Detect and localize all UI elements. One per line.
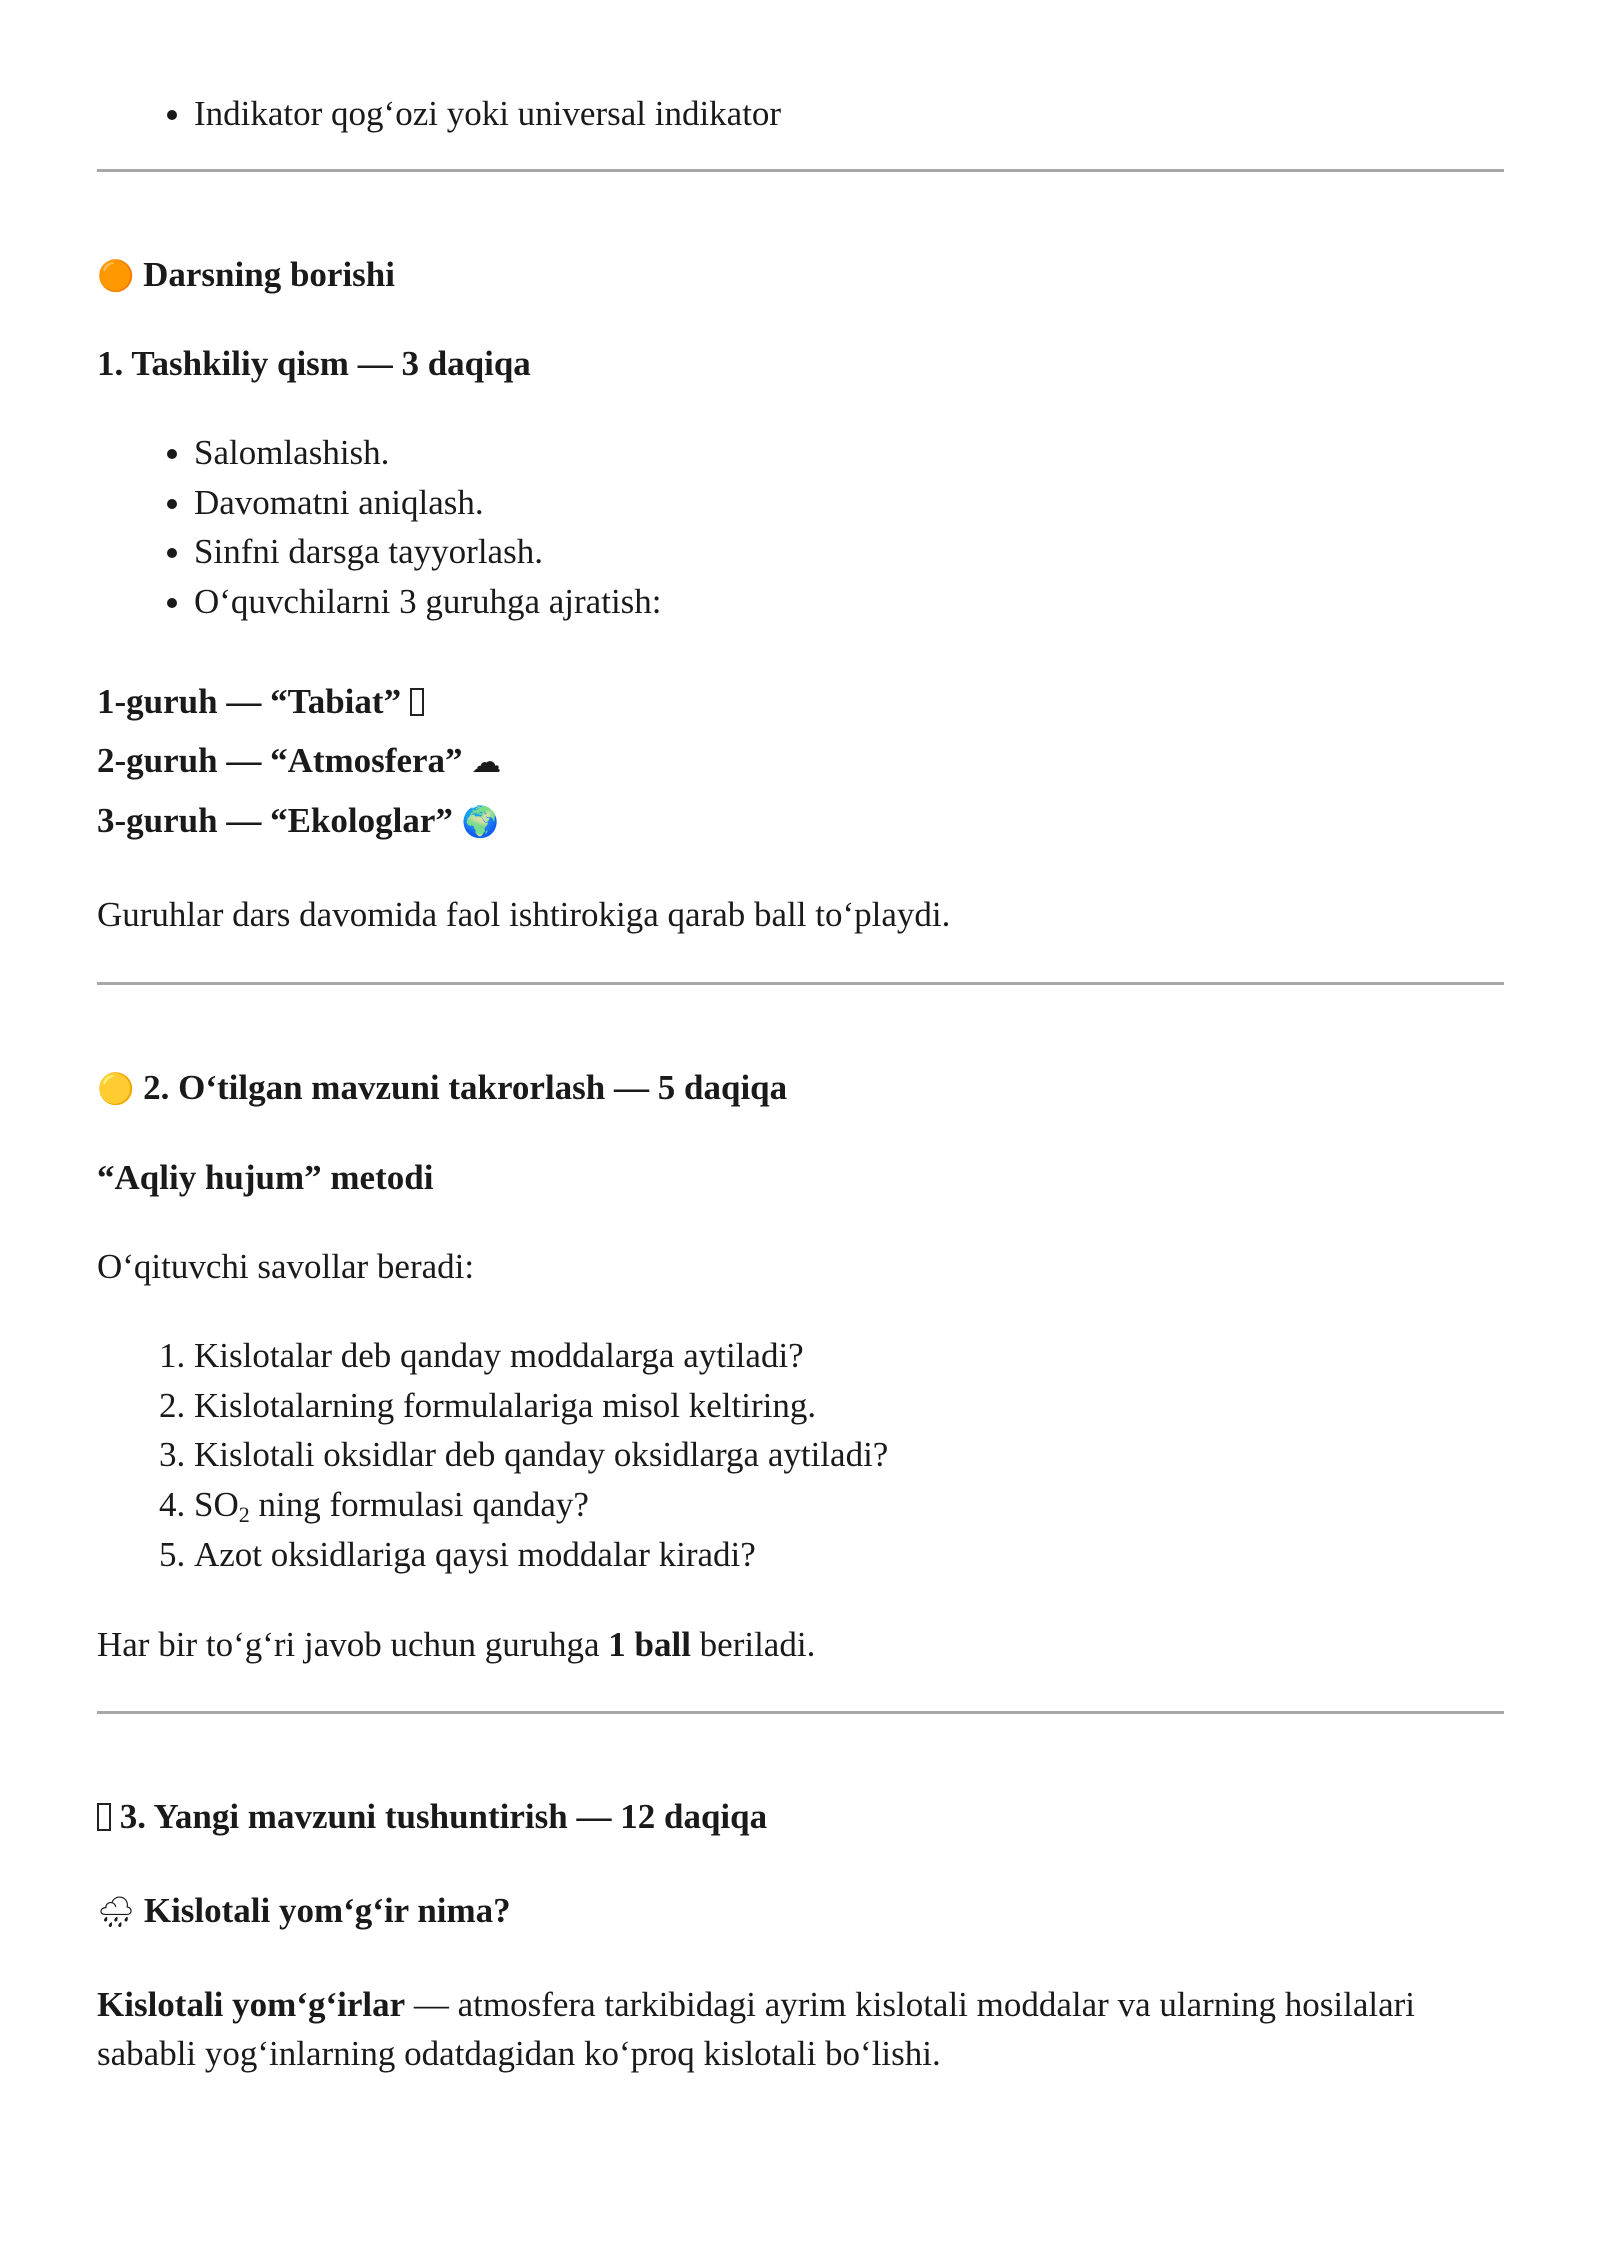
group-label: 2-guruh — “Atmosfera” <box>97 741 463 781</box>
subsection-heading-acid-rain <box>97 1886 1504 1936</box>
score-text-end: beriladi. <box>690 1624 816 1664</box>
subsection-heading-org: 1. Tashkiliy qism — 3 daqiqa <box>97 344 531 384</box>
list-item: • Salomlashish. <box>194 428 1504 478</box>
question-item <box>194 1480 1504 1530</box>
question-text: ning formulasi qanday? <box>249 1485 589 1525</box>
cloud-icon: ☁ <box>471 745 502 781</box>
section-title: 2. O‘tilgan mavzuni takrorlash — 5 daqiqa <box>143 1068 788 1107</box>
section-title: Darsning borishi <box>143 254 395 294</box>
definition-term: Kislotali yom‘g‘irlar <box>97 1984 406 2024</box>
question-item: 5. Azot oksidlariga qaysi moddalar kiradi? <box>194 1530 1504 1580</box>
teacher-intro: O‘qituvchi savollar beradi: <box>97 1247 475 1287</box>
list-item: • Indikator qog‘ozi yoki universal indikator <box>194 89 1504 139</box>
groups-list <box>97 672 1504 851</box>
rain-cloud-icon: 🌧 <box>97 1894 136 1930</box>
group-3 <box>97 791 1504 851</box>
subsection-title: Kislotali yom‘g‘ir nima? <box>143 1890 511 1930</box>
list-item: • Sinfni darsga tayyorlash. <box>194 527 1504 577</box>
yellow-circle-icon: 🟡 <box>97 1072 135 1107</box>
missing-glyph-icon <box>97 1803 111 1831</box>
questions-list <box>97 1331 1504 1579</box>
section-heading-new-topic <box>97 1792 1504 1842</box>
group-1 <box>97 672 1504 732</box>
divider <box>97 1711 1504 1714</box>
method-heading: “Aqliy hujum” metodi <box>97 1157 434 1197</box>
group-2 <box>97 731 1504 791</box>
groups-note: Guruhlar dars davomida faol ishtirokiga qarab ball to‘playdi. <box>97 895 951 935</box>
missing-glyph-icon <box>410 688 424 716</box>
question-item: 3. Kislotali oksidlar deb qanday oksidlarga aytiladi? <box>194 1430 1504 1480</box>
question-item: 1. Kislotalar deb qanday moddalarga aytiladi? <box>194 1331 1504 1381</box>
score-text: Har bir to‘g‘ri javob uchun guruhga <box>97 1624 609 1664</box>
score-note <box>97 1620 1504 1670</box>
group-label: 3-guruh — “Ekologlar” <box>97 800 453 840</box>
formula-text: SO <box>194 1485 239 1525</box>
list-item: • O‘quvchilarni 3 guruhga ajratish: <box>194 577 1504 627</box>
section-title: 3. Yangi mavzuni tushuntirish — 12 daqiqa <box>119 1797 768 1837</box>
score-value: 1 ball <box>608 1624 691 1664</box>
divider <box>97 169 1504 172</box>
divider <box>97 982 1504 985</box>
list-item: • Davomatni aniqlash. <box>194 478 1504 528</box>
section-heading-review <box>97 1063 1504 1113</box>
org-steps-list <box>97 428 1504 627</box>
materials-list <box>97 89 1504 139</box>
definition-text: — atmosfera tarkibidagi ayrim kislotali moddalar va ularning hosilalari sababli yog‘inlarning odatdagidan ko‘proq kislotali bo‘lishi. <box>97 1984 1415 2074</box>
section-heading-progress <box>97 250 1504 300</box>
formula-subscript: 2 <box>238 1502 250 1528</box>
globe-icon: 🌍 <box>461 804 499 840</box>
question-item: 2. Kislotalarning formulalariga misol keltiring. <box>194 1381 1504 1431</box>
group-label: 1-guruh — “Tabiat” <box>97 681 402 721</box>
definition-paragraph <box>97 1980 1504 2079</box>
orange-circle-icon: 🟠 <box>97 258 135 294</box>
